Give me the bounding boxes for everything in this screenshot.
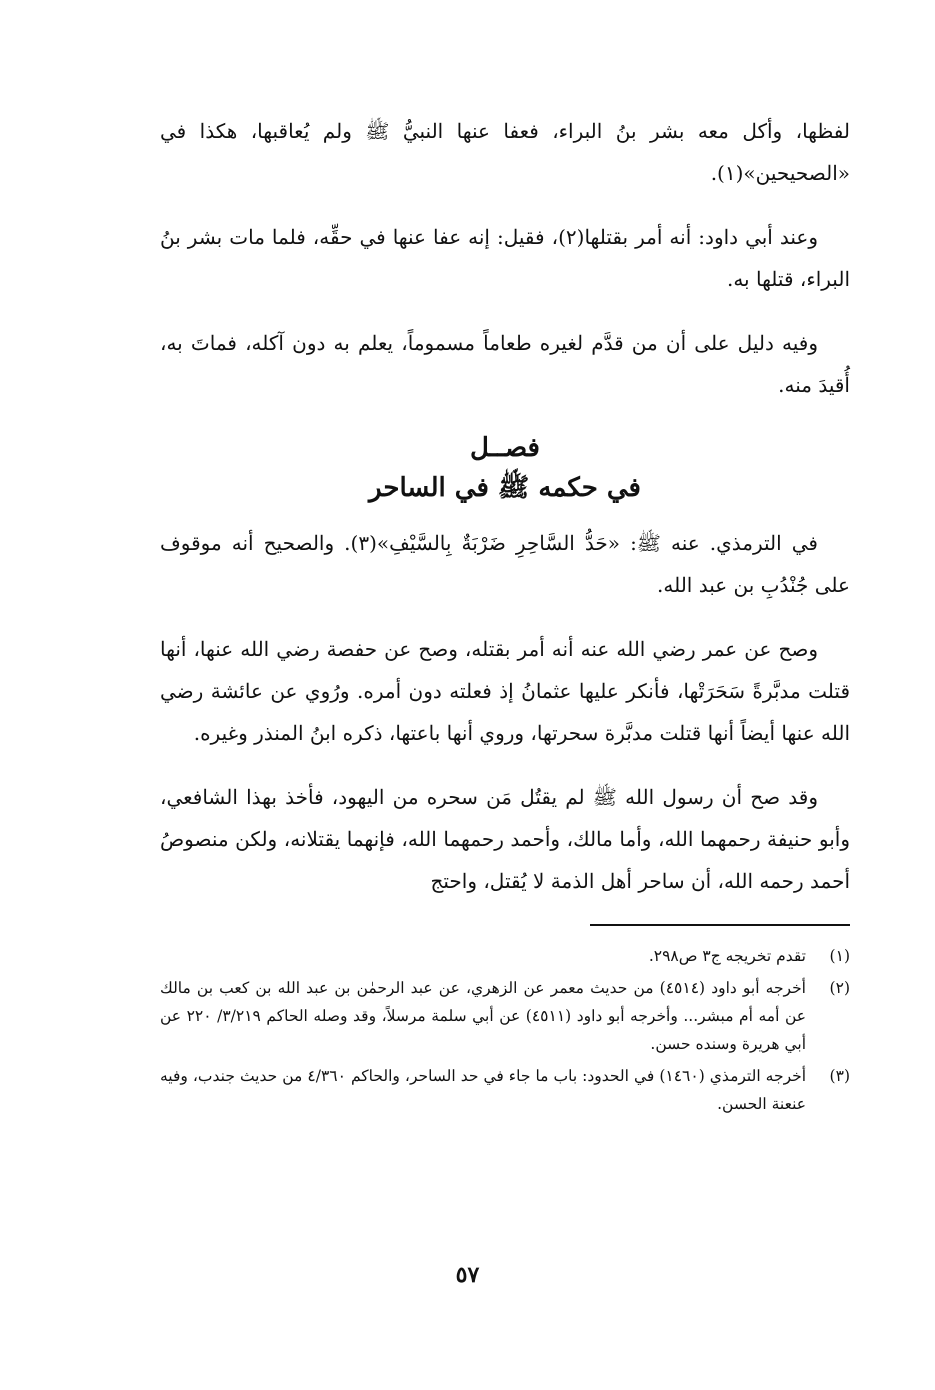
page-body xyxy=(160,110,850,1122)
footnote xyxy=(160,974,850,1058)
footnote-number: (١) xyxy=(829,947,850,965)
footnote-text: أخرجه الترمذي (١٤٦٠) في الحدود: باب ما جاء في حد الساحر، والحاكم ٤/٣٦٠ من حديث جندب، وفيه عنعنة الحسن. xyxy=(160,1067,807,1113)
footnote-divider xyxy=(590,924,850,926)
page-number: ٥٧ xyxy=(455,1262,480,1288)
section-subtitle: في حكمه ﷺ في الساحر xyxy=(369,473,641,503)
section-title: فصــل xyxy=(470,433,540,463)
footnote-text: أخرجه أبو داود (٤٥١٤) من حديث معمر عن الزهري، عن عبد الرحمٰن بن عبد الله بن كعب بن مالك عن أمه أم مبشر... وأخرجه أبو داود (٤٥١١) عن أبي سلمة مرسلاً، وقد وصله الحاكم ٣/٢١٩/ ٢٢٠ عن أبي هريرة وسنده حسن. xyxy=(160,979,806,1053)
paragraph: لفظها، وأكل معه بشر بنُ البراء، فعفا عنها النبيُّ ﷺ ولم يُعاقبها، هكذا في «الصحيحين»(١). xyxy=(160,119,850,185)
footnote-number: (٢) xyxy=(829,979,850,997)
footnote-number: (٣) xyxy=(829,1067,850,1085)
paragraph: في الترمذي. عنه ﷺ: «حَدُّ السَّاحِرِ ضَرْبَةٌ بِالسَّيْفِ»(٣). والصحيح أنه موقوف على جُنْدُبِ بن عبد الله. xyxy=(160,531,850,597)
paragraph: وعند أبي داود: أنه أمر بقتلها(٢)، فقيل: إنه عفا عنها في حقِّه، فلما مات بشر بنُ البراء، قتلها به. xyxy=(160,225,850,291)
paragraph: وصح عن عمر رضي الله عنه أنه أمر بقتله، وصح عن حفصة رضي الله عنها، أنها قتلت مدبَّرةً سَحَرَتْها، فأنكر عليها عثمانُ إذ فعلته دون أمره. ورُوي عن عائشة رضي الله عنها أيضاً أنها قتلت مدبَّرة سحرتها، وروي أنها باعتها، ذكره ابنُ المنذر وغيره. xyxy=(160,637,850,745)
footnote xyxy=(160,1062,850,1118)
footnote-text: تقدم تخريجه ج٣ ص٢٩٨. xyxy=(648,947,806,965)
footnote xyxy=(160,942,850,970)
paragraph: وقد صح أن رسول الله ﷺ لم يقتُل مَن سحره من اليهود، فأخذ بهذا الشافعي، وأبو حنيفة رحمهما الله، وأما مالك، وأحمد رحمهما الله، فإنهما يقتلانه، ولكن منصوصُ أحمد رحمه الله، أن ساحر أهل الذمة لا يُقتل، واحتج xyxy=(160,785,850,893)
paragraph: وفيه دليل على أن من قدَّم لغيره طعاماً مسموماً، يعلم به دون آكله، فماتَ به، أُقيدَ منه. xyxy=(160,331,850,397)
